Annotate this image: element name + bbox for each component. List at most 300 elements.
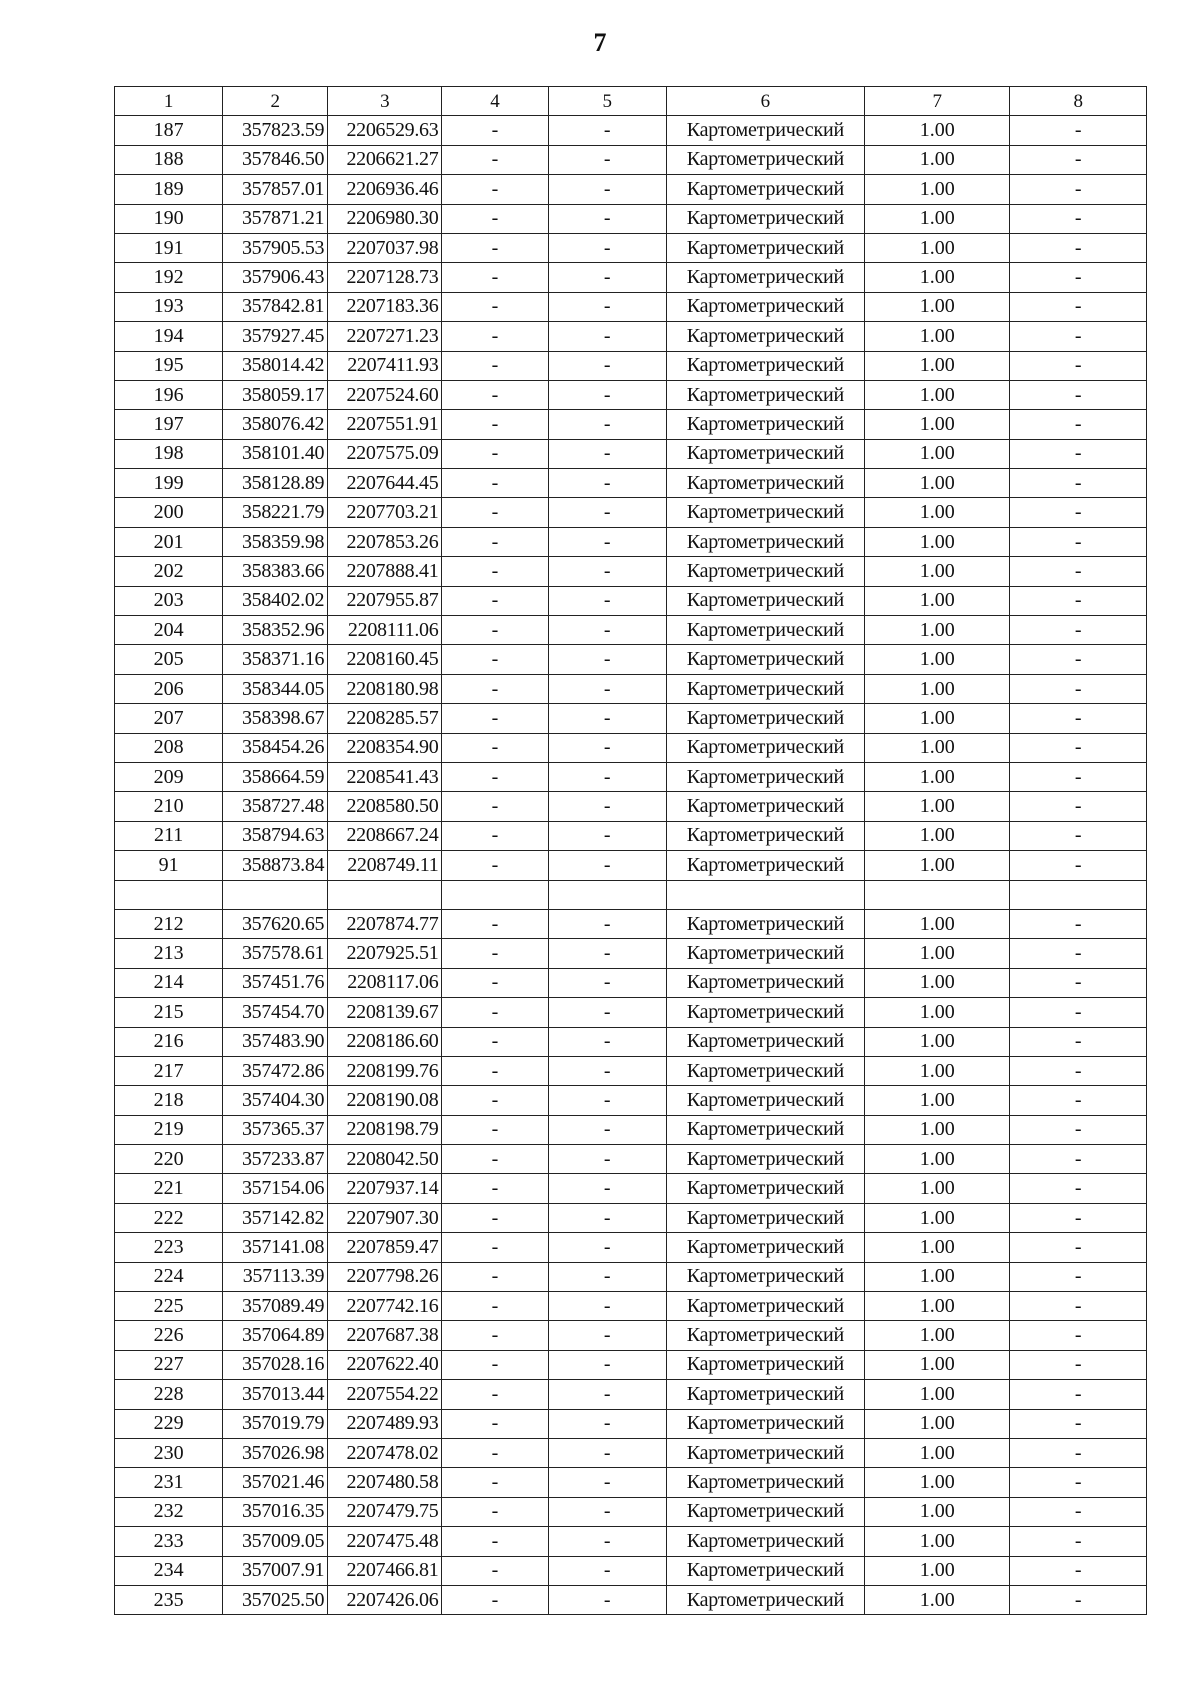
table-cell: 1.00 bbox=[864, 1321, 1010, 1350]
table-cell: 1.00 bbox=[864, 1585, 1010, 1614]
table-cell: 1.00 bbox=[864, 1556, 1010, 1585]
table-cell: 1.00 bbox=[864, 1262, 1010, 1291]
table-cell: - bbox=[1010, 498, 1147, 527]
table-cell: - bbox=[442, 616, 548, 645]
table-cell: 2208354.90 bbox=[328, 733, 442, 762]
table-row bbox=[115, 116, 1147, 145]
table-cell: 2208580.50 bbox=[328, 792, 442, 821]
table-cell: 1.00 bbox=[864, 1174, 1010, 1203]
table-cell: 218 bbox=[115, 1086, 223, 1115]
table-cell: 208 bbox=[115, 733, 223, 762]
table-cell: 357842.81 bbox=[223, 292, 328, 321]
table-cell: Картометрический bbox=[666, 498, 864, 527]
table-cell: 1.00 bbox=[864, 1056, 1010, 1085]
table-row bbox=[115, 733, 1147, 762]
table-cell: 1.00 bbox=[864, 1145, 1010, 1174]
table-row bbox=[115, 439, 1147, 468]
table-row bbox=[115, 968, 1147, 997]
table-cell: 1.00 bbox=[864, 233, 1010, 262]
table-cell: Картометрический bbox=[666, 1350, 864, 1379]
column-header: 7 bbox=[864, 87, 1010, 116]
table-cell: - bbox=[548, 586, 666, 615]
table-cell: Картометрический bbox=[666, 1380, 864, 1409]
table-cell: 197 bbox=[115, 410, 223, 439]
table-cell: 2207798.26 bbox=[328, 1262, 442, 1291]
table-cell: 228 bbox=[115, 1380, 223, 1409]
table-cell: 190 bbox=[115, 204, 223, 233]
table-cell: - bbox=[548, 380, 666, 409]
table-cell: - bbox=[442, 351, 548, 380]
table-cell: 1.00 bbox=[864, 175, 1010, 204]
table-cell: 2208190.08 bbox=[328, 1086, 442, 1115]
table-cell: 358128.89 bbox=[223, 469, 328, 498]
table-cell: Картометрический bbox=[666, 645, 864, 674]
table-cell: - bbox=[442, 1056, 548, 1085]
table-cell: Картометрический bbox=[666, 1174, 864, 1203]
table-cell: - bbox=[1010, 998, 1147, 1027]
table-cell: 1.00 bbox=[864, 998, 1010, 1027]
table-cell: - bbox=[548, 1027, 666, 1056]
table-cell: 358014.42 bbox=[223, 351, 328, 380]
table-cell: - bbox=[442, 792, 548, 821]
table-row bbox=[115, 939, 1147, 968]
table-cell: 1.00 bbox=[864, 674, 1010, 703]
table-cell: 2207888.41 bbox=[328, 557, 442, 586]
table-cell: 221 bbox=[115, 1174, 223, 1203]
table-row bbox=[115, 586, 1147, 615]
table-cell: 195 bbox=[115, 351, 223, 380]
table-cell: - bbox=[548, 821, 666, 850]
table-row bbox=[115, 380, 1147, 409]
table-cell: 2207687.38 bbox=[328, 1321, 442, 1350]
table-cell: - bbox=[548, 1086, 666, 1115]
table-cell: Картометрический bbox=[666, 1292, 864, 1321]
table-cell: 357871.21 bbox=[223, 204, 328, 233]
table-cell: 357578.61 bbox=[223, 939, 328, 968]
table-cell: - bbox=[1010, 439, 1147, 468]
table-row bbox=[115, 175, 1147, 204]
table-cell: 357905.53 bbox=[223, 233, 328, 262]
table-cell: - bbox=[442, 233, 548, 262]
table-cell: - bbox=[1010, 1145, 1147, 1174]
table-cell: - bbox=[442, 1438, 548, 1467]
table-body bbox=[115, 116, 1147, 1615]
table-cell: 2207551.91 bbox=[328, 410, 442, 439]
table-cell: 2208199.76 bbox=[328, 1056, 442, 1085]
table-cell: 357365.37 bbox=[223, 1115, 328, 1144]
table-row bbox=[115, 1027, 1147, 1056]
table-row bbox=[115, 1262, 1147, 1291]
table-cell: - bbox=[1010, 1086, 1147, 1115]
table-cell: - bbox=[442, 821, 548, 850]
table-cell: 1.00 bbox=[864, 380, 1010, 409]
table-row bbox=[115, 851, 1147, 880]
table-row bbox=[115, 645, 1147, 674]
table-cell: 189 bbox=[115, 175, 223, 204]
table-cell: 2208180.98 bbox=[328, 674, 442, 703]
table-cell: 2206621.27 bbox=[328, 145, 442, 174]
table-cell: 1.00 bbox=[864, 439, 1010, 468]
table-row bbox=[115, 469, 1147, 498]
table-cell: 209 bbox=[115, 762, 223, 791]
table-row bbox=[115, 351, 1147, 380]
table-cell: - bbox=[442, 968, 548, 997]
table-cell: 357141.08 bbox=[223, 1233, 328, 1262]
table-row bbox=[115, 1145, 1147, 1174]
table-cell: 357013.44 bbox=[223, 1380, 328, 1409]
table-cell: 357028.16 bbox=[223, 1350, 328, 1379]
table-cell: 1.00 bbox=[864, 1027, 1010, 1056]
table-cell: Картометрический bbox=[666, 674, 864, 703]
table-cell: - bbox=[548, 204, 666, 233]
table-cell: - bbox=[548, 557, 666, 586]
table-cell: Картометрический bbox=[666, 145, 864, 174]
table-row bbox=[115, 1585, 1147, 1614]
table-cell: - bbox=[1010, 1233, 1147, 1262]
table-cell: 357823.59 bbox=[223, 116, 328, 145]
table-cell: 358101.40 bbox=[223, 439, 328, 468]
table-cell: 230 bbox=[115, 1438, 223, 1467]
table-cell: 1.00 bbox=[864, 939, 1010, 968]
table-cell: - bbox=[442, 439, 548, 468]
table-cell: Картометрический bbox=[666, 322, 864, 351]
table-row bbox=[115, 1174, 1147, 1203]
table-cell: - bbox=[442, 116, 548, 145]
table-cell: - bbox=[1010, 1468, 1147, 1497]
table-cell: - bbox=[548, 762, 666, 791]
coordinates-table bbox=[114, 86, 1147, 1615]
table-cell: - bbox=[548, 439, 666, 468]
table-cell: - bbox=[442, 704, 548, 733]
table-cell: Картометрический bbox=[666, 1409, 864, 1438]
table-cell: - bbox=[1010, 1027, 1147, 1056]
table-row bbox=[115, 1468, 1147, 1497]
table-row bbox=[115, 204, 1147, 233]
table-cell: - bbox=[548, 1380, 666, 1409]
table-cell: - bbox=[442, 1203, 548, 1232]
table-cell: 358352.96 bbox=[223, 616, 328, 645]
table-cell: 2208117.06 bbox=[328, 968, 442, 997]
table-cell: 357404.30 bbox=[223, 1086, 328, 1115]
table-cell: 2207524.60 bbox=[328, 380, 442, 409]
table-cell: Картометрический bbox=[666, 1262, 864, 1291]
table-cell: Картометрический bbox=[666, 380, 864, 409]
table-cell: - bbox=[1010, 1056, 1147, 1085]
table-cell: 1.00 bbox=[864, 557, 1010, 586]
table-cell: 1.00 bbox=[864, 1115, 1010, 1144]
table-cell: 1.00 bbox=[864, 1527, 1010, 1556]
table-cell: - bbox=[1010, 1203, 1147, 1232]
table-cell: - bbox=[442, 586, 548, 615]
table-cell: - bbox=[442, 1409, 548, 1438]
table-cell: 213 bbox=[115, 939, 223, 968]
table-cell: - bbox=[1010, 263, 1147, 292]
page-number: 7 bbox=[593, 28, 607, 57]
table-cell: Картометрический bbox=[666, 351, 864, 380]
table-cell: 357154.06 bbox=[223, 1174, 328, 1203]
table-cell: 234 bbox=[115, 1556, 223, 1585]
table-cell: - bbox=[548, 998, 666, 1027]
table-cell: Картометрический bbox=[666, 1056, 864, 1085]
table-cell: 357483.90 bbox=[223, 1027, 328, 1056]
table-cell: - bbox=[548, 1292, 666, 1321]
table-cell: - bbox=[442, 909, 548, 938]
table-cell: - bbox=[1010, 557, 1147, 586]
table-cell: - bbox=[548, 674, 666, 703]
table-cell: - bbox=[442, 1262, 548, 1291]
table-cell: - bbox=[442, 939, 548, 968]
table-cell: - bbox=[442, 1527, 548, 1556]
table-cell: - bbox=[548, 1468, 666, 1497]
table-cell: - bbox=[442, 674, 548, 703]
table-cell: 357142.82 bbox=[223, 1203, 328, 1232]
table-row bbox=[115, 674, 1147, 703]
table-cell: - bbox=[1010, 645, 1147, 674]
table-row bbox=[115, 1233, 1147, 1262]
table-cell: Картометрический bbox=[666, 292, 864, 321]
table-cell: - bbox=[442, 1380, 548, 1409]
table-cell: 224 bbox=[115, 1262, 223, 1291]
table-cell: 201 bbox=[115, 527, 223, 556]
table-cell: 2207575.09 bbox=[328, 439, 442, 468]
table-row bbox=[115, 1321, 1147, 1350]
table-row bbox=[115, 498, 1147, 527]
table-cell: Картометрический bbox=[666, 704, 864, 733]
table-cell: 1.00 bbox=[864, 1497, 1010, 1526]
table-cell: 357021.46 bbox=[223, 1468, 328, 1497]
table-cell: - bbox=[548, 645, 666, 674]
table-cell: - bbox=[442, 998, 548, 1027]
table-cell: - bbox=[548, 469, 666, 498]
table-cell: 357009.05 bbox=[223, 1527, 328, 1556]
table-cell: - bbox=[442, 263, 548, 292]
table-cell: - bbox=[442, 1233, 548, 1262]
table-cell: - bbox=[548, 527, 666, 556]
table-cell: Картометрический bbox=[666, 1203, 864, 1232]
table-cell: Картометрический bbox=[666, 233, 864, 262]
table-row bbox=[115, 263, 1147, 292]
table-cell: Картометрический bbox=[666, 1145, 864, 1174]
table-cell: - bbox=[442, 1321, 548, 1350]
table-cell: 358402.02 bbox=[223, 586, 328, 615]
table-cell: - bbox=[1010, 1497, 1147, 1526]
table-cell: - bbox=[548, 1497, 666, 1526]
table-cell: 220 bbox=[115, 1145, 223, 1174]
table-cell: Картометрический bbox=[666, 762, 864, 791]
table-cell: - bbox=[548, 733, 666, 762]
table-cell: - bbox=[548, 233, 666, 262]
table-cell: Картометрический bbox=[666, 116, 864, 145]
table-cell: 2207937.14 bbox=[328, 1174, 442, 1203]
table-cell: 187 bbox=[115, 116, 223, 145]
table-cell: Картометрический bbox=[666, 1556, 864, 1585]
table-cell: - bbox=[548, 1350, 666, 1379]
table-cell: - bbox=[442, 1086, 548, 1115]
table-cell: - bbox=[548, 1321, 666, 1350]
table-cell: 2207426.06 bbox=[328, 1585, 442, 1614]
table-cell: 1.00 bbox=[864, 645, 1010, 674]
table-cell: 357007.91 bbox=[223, 1556, 328, 1585]
table-cell: 357089.49 bbox=[223, 1292, 328, 1321]
table-cell: Картометрический bbox=[666, 527, 864, 556]
table-cell: 235 bbox=[115, 1585, 223, 1614]
table-cell: - bbox=[442, 1585, 548, 1614]
table-cell: - bbox=[548, 792, 666, 821]
table-cell: 1.00 bbox=[864, 116, 1010, 145]
table-cell: - bbox=[1010, 292, 1147, 321]
table-row bbox=[115, 821, 1147, 850]
table-cell: - bbox=[1010, 1556, 1147, 1585]
table-cell: 223 bbox=[115, 1233, 223, 1262]
table-cell: - bbox=[548, 1056, 666, 1085]
table-cell: Картометрический bbox=[666, 1438, 864, 1467]
table-cell: 1.00 bbox=[864, 204, 1010, 233]
table-row bbox=[115, 1556, 1147, 1585]
table-cell: - bbox=[442, 1174, 548, 1203]
table-cell: 2208111.06 bbox=[328, 616, 442, 645]
table-row bbox=[115, 1086, 1147, 1115]
table-row bbox=[115, 792, 1147, 821]
table-cell: - bbox=[442, 292, 548, 321]
table-cell: 2208285.57 bbox=[328, 704, 442, 733]
table-cell: - bbox=[1010, 1585, 1147, 1614]
table-cell: 358873.84 bbox=[223, 851, 328, 880]
table-cell: 2207859.47 bbox=[328, 1233, 442, 1262]
table-row bbox=[115, 1115, 1147, 1144]
table-cell: 191 bbox=[115, 233, 223, 262]
table-cell: - bbox=[1010, 469, 1147, 498]
table-cell: - bbox=[442, 645, 548, 674]
table-cell: 1.00 bbox=[864, 351, 1010, 380]
table-cell: - bbox=[548, 1527, 666, 1556]
table-cell: 1.00 bbox=[864, 586, 1010, 615]
table-cell: 199 bbox=[115, 469, 223, 498]
table-cell: 358383.66 bbox=[223, 557, 328, 586]
table-cell: Картометрический bbox=[666, 968, 864, 997]
table-cell: 188 bbox=[115, 145, 223, 174]
table-cell: - bbox=[548, 939, 666, 968]
table-cell: Картометрический bbox=[666, 939, 864, 968]
table-cell: 2206529.63 bbox=[328, 116, 442, 145]
table-cell: 358344.05 bbox=[223, 674, 328, 703]
table-cell: 1.00 bbox=[864, 527, 1010, 556]
table-cell: - bbox=[1010, 1174, 1147, 1203]
table-cell: - bbox=[548, 351, 666, 380]
table-cell: - bbox=[1010, 116, 1147, 145]
table-cell: - bbox=[1010, 410, 1147, 439]
table-cell: Картометрический bbox=[666, 263, 864, 292]
table-cell: 2207622.40 bbox=[328, 1350, 442, 1379]
table-cell: - bbox=[442, 1497, 548, 1526]
table-cell: Картометрический bbox=[666, 733, 864, 762]
table-cell: 2206936.46 bbox=[328, 175, 442, 204]
table-cell: 1.00 bbox=[864, 821, 1010, 850]
table-cell: 231 bbox=[115, 1468, 223, 1497]
table-cell: - bbox=[548, 410, 666, 439]
table-cell: 1.00 bbox=[864, 1350, 1010, 1379]
table-cell: 2207489.93 bbox=[328, 1409, 442, 1438]
table-cell: - bbox=[1010, 616, 1147, 645]
table-cell: 1.00 bbox=[864, 1233, 1010, 1262]
table-cell: 357019.79 bbox=[223, 1409, 328, 1438]
table-cell: 357857.01 bbox=[223, 175, 328, 204]
table-cell: - bbox=[1010, 380, 1147, 409]
table-cell: 2207874.77 bbox=[328, 909, 442, 938]
table-cell: - bbox=[442, 733, 548, 762]
table-cell bbox=[442, 880, 548, 909]
table-cell bbox=[115, 880, 223, 909]
table-cell: Картометрический bbox=[666, 1468, 864, 1497]
table-cell: - bbox=[548, 968, 666, 997]
table-row bbox=[115, 704, 1147, 733]
column-header: 8 bbox=[1010, 87, 1147, 116]
table-cell: 206 bbox=[115, 674, 223, 703]
table-cell: 358371.16 bbox=[223, 645, 328, 674]
table-cell: Картометрический bbox=[666, 1086, 864, 1115]
table-cell: Картометрический bbox=[666, 998, 864, 1027]
table-cell: 204 bbox=[115, 616, 223, 645]
table-cell: - bbox=[548, 909, 666, 938]
table-cell: 203 bbox=[115, 586, 223, 615]
table-cell: - bbox=[442, 322, 548, 351]
table-cell: 229 bbox=[115, 1409, 223, 1438]
table-cell: Картометрический bbox=[666, 175, 864, 204]
table-cell: 358398.67 bbox=[223, 704, 328, 733]
table-cell: Картометрический bbox=[666, 616, 864, 645]
table-cell: - bbox=[442, 175, 548, 204]
table-cell: 200 bbox=[115, 498, 223, 527]
table-cell: 216 bbox=[115, 1027, 223, 1056]
table-cell: - bbox=[548, 704, 666, 733]
table-cell: 1.00 bbox=[864, 792, 1010, 821]
table-cell: 217 bbox=[115, 1056, 223, 1085]
table-cell: - bbox=[1010, 1438, 1147, 1467]
table-cell: - bbox=[442, 469, 548, 498]
table-cell: 210 bbox=[115, 792, 223, 821]
table-cell: - bbox=[442, 1145, 548, 1174]
table-row bbox=[115, 616, 1147, 645]
table-row bbox=[115, 880, 1147, 909]
table-cell: 1.00 bbox=[864, 145, 1010, 174]
table-cell: - bbox=[1010, 704, 1147, 733]
table-cell: 357026.98 bbox=[223, 1438, 328, 1467]
table-row bbox=[115, 998, 1147, 1027]
table-cell: - bbox=[442, 204, 548, 233]
table-row bbox=[115, 909, 1147, 938]
table-cell: 1.00 bbox=[864, 1438, 1010, 1467]
table-row bbox=[115, 557, 1147, 586]
table-cell: Картометрический bbox=[666, 586, 864, 615]
table-row bbox=[115, 145, 1147, 174]
table-cell bbox=[1010, 880, 1147, 909]
table-cell: - bbox=[1010, 909, 1147, 938]
table-cell: - bbox=[442, 410, 548, 439]
table-cell: 357233.87 bbox=[223, 1145, 328, 1174]
table-cell: - bbox=[442, 1350, 548, 1379]
table-cell: - bbox=[1010, 586, 1147, 615]
table-cell: 2207644.45 bbox=[328, 469, 442, 498]
table-cell: 198 bbox=[115, 439, 223, 468]
table-row bbox=[115, 1056, 1147, 1085]
table-cell: 2207037.98 bbox=[328, 233, 442, 262]
column-header: 6 bbox=[666, 87, 864, 116]
table-cell: - bbox=[1010, 1380, 1147, 1409]
table-cell: 232 bbox=[115, 1497, 223, 1526]
table-row bbox=[115, 410, 1147, 439]
column-header: 2 bbox=[223, 87, 328, 116]
table-cell: - bbox=[1010, 175, 1147, 204]
table-cell: - bbox=[1010, 674, 1147, 703]
